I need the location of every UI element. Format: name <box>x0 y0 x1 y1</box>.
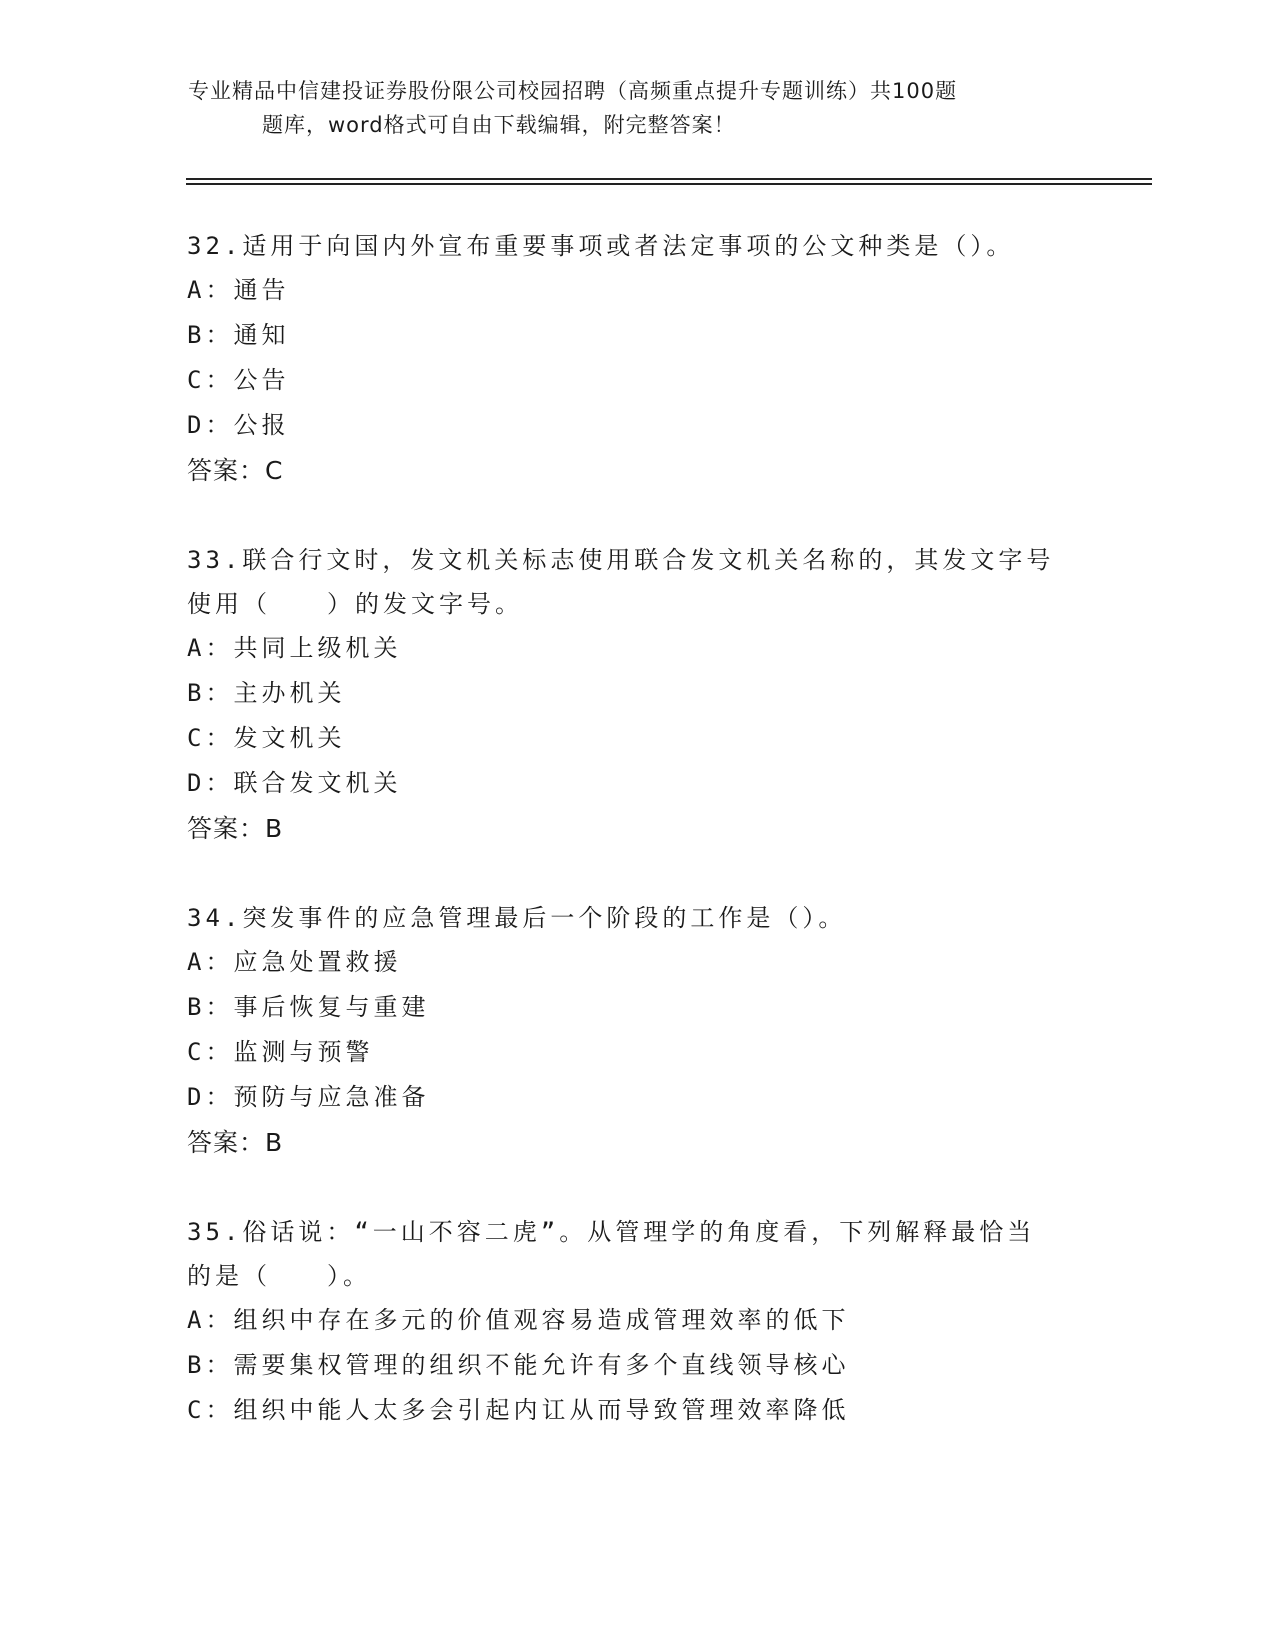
header-title-line2: 题库，word格式可自由下载编辑，附完整答案！ <box>262 113 736 137</box>
option-b: B：主办机关 <box>187 679 346 707</box>
question-35 <box>187 1210 1087 1433</box>
header-divider-bottom <box>186 183 1152 185</box>
question-list <box>187 224 1087 1477</box>
question-34 <box>187 896 1087 1166</box>
option-c: C：组织中能人太多会引起内讧从而导致管理效率降低 <box>187 1396 850 1424</box>
question-text-continued: 的是（ ）。 <box>187 1262 371 1290</box>
option-c: C：监测与预警 <box>187 1038 374 1066</box>
option-d: D：联合发文机关 <box>187 769 402 797</box>
option-a: A：共同上级机关 <box>187 634 402 662</box>
question-text: 34.突发事件的应急管理最后一个阶段的工作是（）。 <box>187 904 847 932</box>
document-header <box>188 74 1068 142</box>
header-divider-top <box>186 178 1152 180</box>
option-a: A：应急处置救援 <box>187 948 402 976</box>
header-title-line1: 专业精品中信建投证券股份限公司校园招聘（高频重点提升专题训练）共100题 <box>188 79 958 103</box>
option-d: D：公报 <box>187 411 290 439</box>
option-c: C：发文机关 <box>187 724 346 752</box>
option-b: B：需要集权管理的组织不能允许有多个直线领导核心 <box>187 1351 850 1379</box>
question-33 <box>187 538 1087 852</box>
option-b: B：通知 <box>187 321 290 349</box>
question-32 <box>187 224 1087 494</box>
question-text: 35.俗话说：“一山不容二虎”。从管理学的角度看，下列解释最恰当 <box>187 1218 1036 1246</box>
answer-label: 答案：C <box>187 456 284 485</box>
option-d: D：预防与应急准备 <box>187 1083 430 1111</box>
answer-label: 答案：B <box>187 1128 284 1157</box>
question-text-continued: 使用（ ）的发文字号。 <box>187 590 523 618</box>
question-text: 32.适用于向国内外宣布重要事项或者法定事项的公文种类是（）。 <box>187 232 1015 260</box>
question-text: 33.联合行文时，发文机关标志使用联合发文机关名称的，其发文字号 <box>187 546 1055 574</box>
option-b: B：事后恢复与重建 <box>187 993 430 1021</box>
option-c: C：公告 <box>187 366 290 394</box>
answer-label: 答案：B <box>187 814 284 843</box>
option-a: A：组织中存在多元的价值观容易造成管理效率的低下 <box>187 1306 850 1334</box>
option-a: A：通告 <box>187 276 290 304</box>
